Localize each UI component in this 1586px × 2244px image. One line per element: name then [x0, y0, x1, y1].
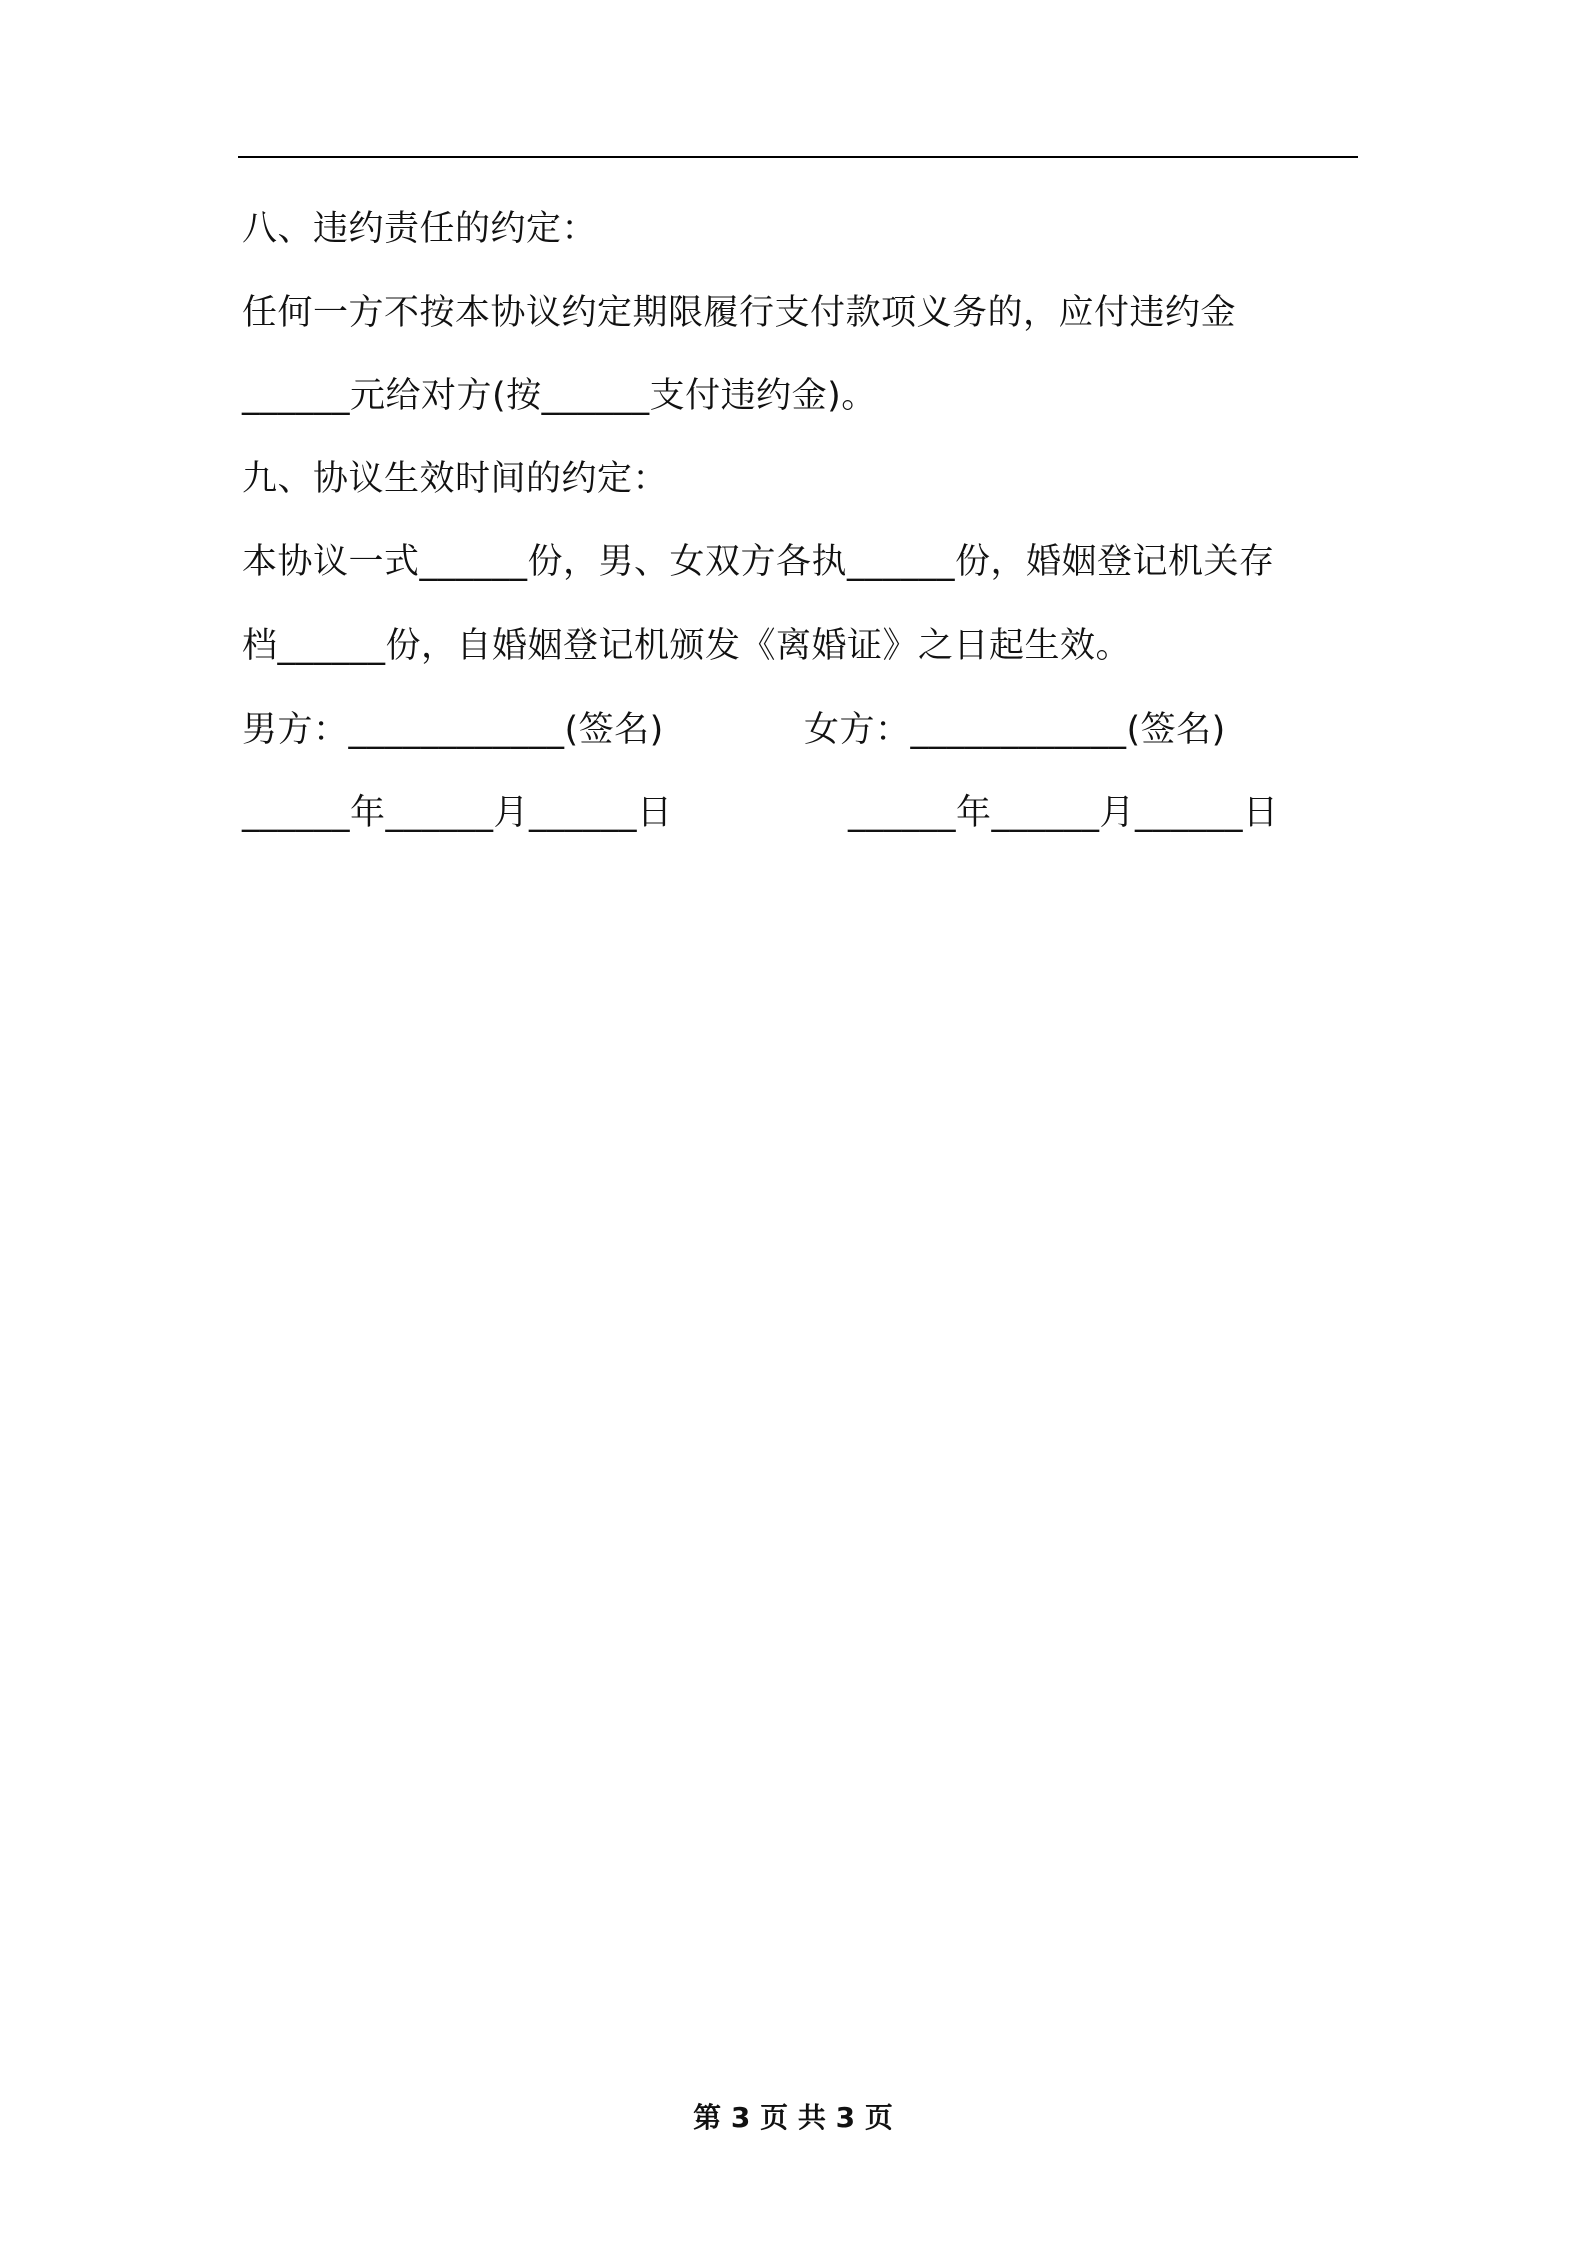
section-heading-effect: 九、协议生效时间的约定： [242, 459, 669, 499]
effect-clause-line-2: 档______份，自婚姻登记机颁发《离婚证》之日起生效。 [242, 626, 1132, 666]
male-signature-date: ______年______月______日 [242, 793, 673, 833]
breach-clause-line-1: 任何一方不按本协议约定期限履行支付款项义务的，应付违约金 [242, 293, 1237, 333]
page-footer: 第 3 页 共 3 页 [693, 2101, 893, 2134]
female-signature: 女方：____________(签名) [804, 710, 1226, 750]
header-rule [238, 156, 1358, 158]
section-heading-breach: 八、违约责任的约定： [242, 209, 598, 249]
male-signature: 男方：____________(签名) [242, 710, 664, 750]
female-signature-date: ______年______月______日 [848, 793, 1279, 833]
effect-clause-line-1: 本协议一式______份，男、女双方各执______份，婚姻登记机关存 [242, 542, 1275, 582]
breach-clause-line-2: ______元给对方(按______支付违约金)。 [242, 376, 877, 416]
